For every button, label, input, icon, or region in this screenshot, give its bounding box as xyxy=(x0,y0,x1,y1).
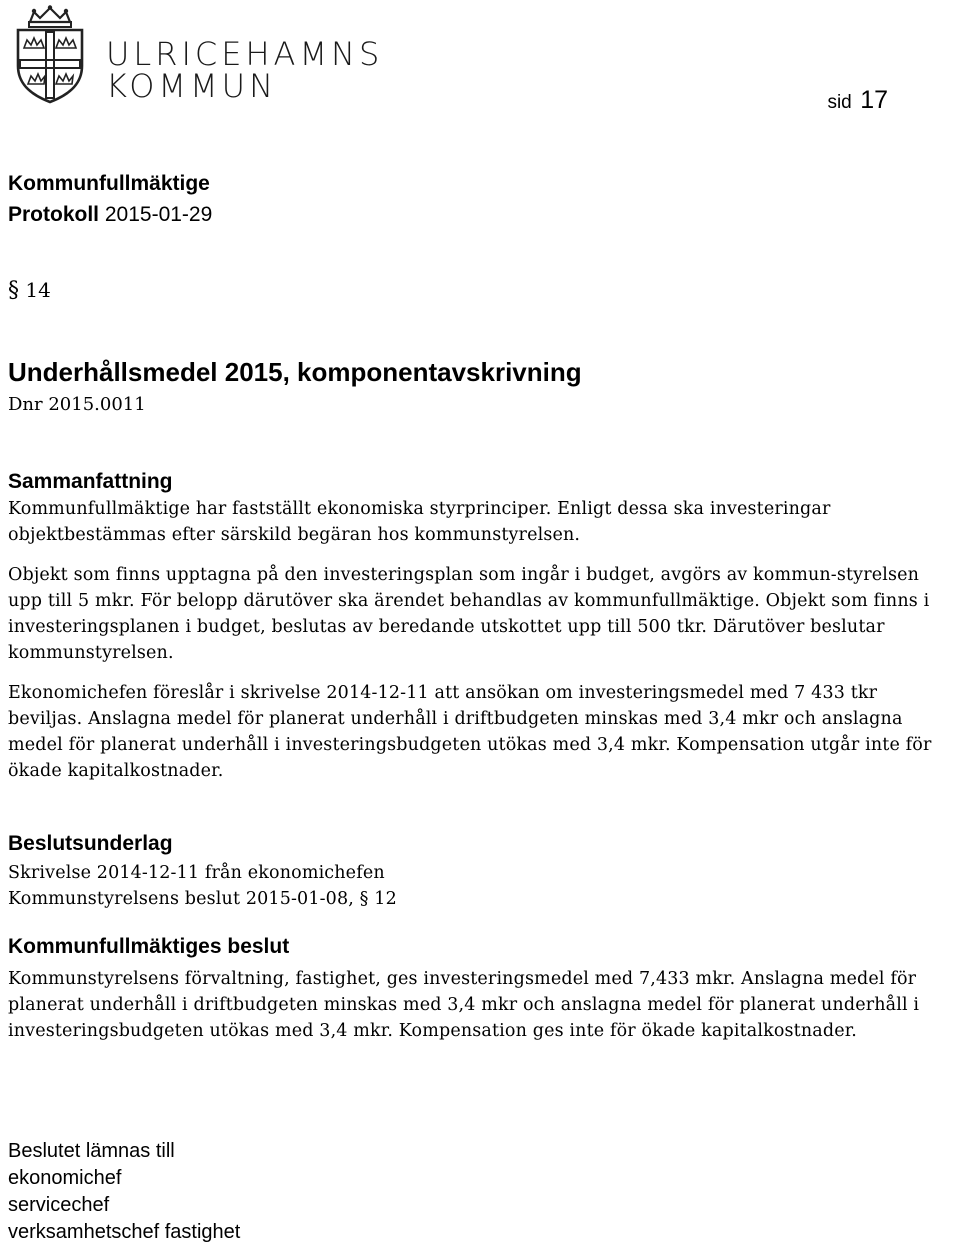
paragraph-number-value: 14 xyxy=(25,278,51,302)
distribution-recipient: ekonomichef xyxy=(8,1167,122,1189)
paragraph-number xyxy=(8,278,51,303)
decision-heading: Kommunfullmäktiges beslut xyxy=(8,935,290,958)
coat-of-arms-icon xyxy=(8,4,92,104)
basis-heading: Beslutsunderlag xyxy=(8,832,173,855)
summary-paragraph-1: Kommunfullmäktige har fastställt ekonomiska styrprinciper. Enligt dessa ska investeringar objektbestämmas efter särskild begäran hos kommunstyrelsen. xyxy=(8,499,831,545)
basis-item-2 xyxy=(8,886,953,912)
summary-paragraph-2: Objekt som finns upptagna på den investeringsplan som ingår i budget, avgörs av kommun-styrelsen upp till 5 mkr. För belopp därutöver ska ärendet behandlas av kommunfullmäktige. Objekt som finns i investeringsplanen i budget, beslutas av beredande utskottet upp till 500 tkr. Därutöver beslutar kommunstyrelsen. xyxy=(8,565,930,663)
logo-text-line2: KOMMUN xyxy=(106,67,277,105)
summary-heading: Sammanfattning xyxy=(8,470,173,493)
distribution-recipient: verksamhetschef fastighet xyxy=(8,1221,241,1243)
protocol-label: Protokoll xyxy=(8,203,100,226)
basis-item-2-number: 12 xyxy=(374,889,397,909)
basis-item-2-sign: § xyxy=(359,889,369,909)
item-title: Underhållsmedel 2015, komponentavskrivning xyxy=(8,357,582,387)
page-label: sid xyxy=(827,92,852,113)
protocol-date: 2015-01-29 xyxy=(104,203,213,226)
page-number xyxy=(827,86,888,115)
paragraph-sign: § xyxy=(8,278,19,303)
basis-item-1: Skrivelse 2014-12-11 från ekonomichefen xyxy=(8,863,385,883)
logo-text-line1: ULRICEHAMNS xyxy=(106,35,384,73)
basis-item-2-text: Kommunstyrelsens beslut 2015-01-08, xyxy=(8,889,354,909)
page-number-value: 17 xyxy=(860,86,888,114)
decision-text: Kommunstyrelsens förvaltning, fastighet, ges investeringsmedel med 7,433 mkr. Anslagna medel för planerat underhåll i driftbudgeten minskas med 3,4 mkr och anslagna medel för planerat underhåll i investeringsbudgeten utökas med 3,4 mkr. Kompensation ges inte för ökade kapitalkostnader. xyxy=(8,969,920,1041)
municipality-logo xyxy=(8,4,388,104)
document-body-name: Kommunfullmäktige xyxy=(8,172,210,195)
distribution-recipient: servicechef xyxy=(8,1194,110,1216)
registration-number: Dnr 2015.0011 xyxy=(8,394,146,415)
protocol-date-line xyxy=(8,203,212,227)
basis-list xyxy=(8,860,953,912)
summary-paragraph-3: Ekonomichefen föreslår i skrivelse 2014-12-11 att ansökan om investeringsmedel med 7 433 tkr beviljas. Anslagna medel för planerat underhåll i driftbudgeten minskas med 3,4 mkr och anslagna medel för planerat underhåll i investeringsbudgeten utökas med 3,4 mkr. Kompensation utgår inte för ökade kapitalkostnader. xyxy=(8,683,932,781)
distribution-heading: Beslutet lämnas till xyxy=(8,1140,175,1162)
distribution-list xyxy=(8,1138,240,1246)
summary-text xyxy=(8,496,953,784)
